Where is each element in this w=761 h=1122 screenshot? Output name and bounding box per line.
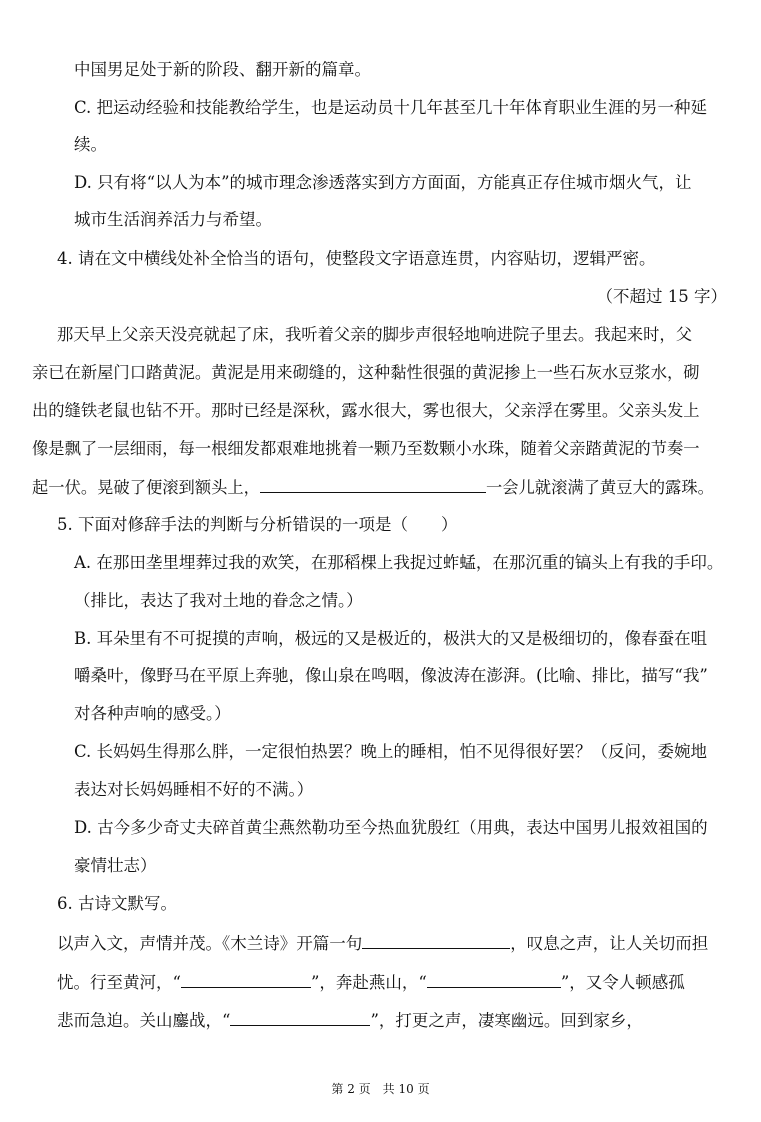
q3-option-d-line1: D. 只有将“以人为本”的城市理念渗透落实到方方面面，方能真正存住城市烟火气，让 xyxy=(74,173,692,192)
q5-option-b-line3: 对各种声响的感受。） xyxy=(74,704,231,723)
q6-line3 xyxy=(57,1009,643,1032)
q6-blank-1[interactable] xyxy=(362,932,510,949)
q3-option-b-continuation: 中国男足处于新的阶段、翻开新的篇章。 xyxy=(74,60,371,79)
q5-option-b-line2: 嚼桑叶，像野马在平原上奔驰，像山泉在鸣咽，像波涛在澎湃。(比喻、排比，描写“我” xyxy=(74,666,708,685)
q4-answer-blank[interactable] xyxy=(260,476,486,493)
q6-line2-text-a: 忧。行至黄河，“ xyxy=(57,973,181,992)
q6-stem: 6. 古诗文默写。 xyxy=(57,894,177,913)
q6-line2-text-b: ”，奔赴燕山，“ xyxy=(310,973,427,992)
q6-line1-text-a: 以声入文，声情并茂。《木兰诗》开篇一句 xyxy=(57,934,363,953)
q6-line2 xyxy=(57,971,685,994)
q4-passage-line2: 亲已在新屋门口踏黄泥。黄泥是用来砌缝的，这种黏性很强的黄泥掺上一些石灰水豆浆水，砌 xyxy=(32,363,700,382)
q5-option-a-line2: （排比，表达了我对土地的眷念之情。） xyxy=(74,591,363,610)
q5-option-c-line2: 表达对长妈妈睡相不好的不满。） xyxy=(74,780,314,799)
q6-blank-3[interactable] xyxy=(427,971,561,988)
q5-option-d-line1: D. 古今多少奇丈夫碎首黄尘燕然勒功至今热血犹殷红（用典，表达中国男儿报效祖国的 xyxy=(74,818,708,837)
q3-option-c-line1: C. 把运动经验和技能教给学生，也是运动员十几年甚至几十年体育职业生涯的另一种延 xyxy=(74,98,708,117)
q5-option-c-line1: C. 长妈妈生得那么胖，一定很怕热罢？晚上的睡相，怕不见得很好罢？（反问，委婉地 xyxy=(74,742,708,761)
q4-passage-before-blank: 起一伏。晃破了便滚到额头上， xyxy=(32,478,260,497)
q4-passage-line5 xyxy=(32,476,714,499)
q6-blank-2[interactable] xyxy=(181,971,311,988)
q4-passage-line3: 出的缝铁老鼠也钻不开。那时已经是深秋，露水很大，雾也很大，父亲浮在雾里。父亲头发上 xyxy=(32,401,700,420)
q3-option-c-line2: 续。 xyxy=(74,135,107,154)
q6-line2-text-c: ”，又令人顿感孤 xyxy=(560,973,685,992)
q4-passage-after-blank: 一会儿就滚满了黄豆大的露珠。 xyxy=(485,478,714,497)
q5-option-b-line1: B. 耳朵里有不可捉摸的声响，极远的又是极近的，极洪大的又是极细切的，像春蚕在咀 xyxy=(74,629,708,648)
q6-line1 xyxy=(57,932,708,955)
q5-option-a-line1: A. 在那田垄里埋葬过我的欢笑，在那稻棵上我捉过蚱蜢，在那沉重的镐头上有我的手印。 xyxy=(74,553,724,572)
q6-line1-text-b: ，叹息之声，让人关切而担 xyxy=(510,934,709,953)
q3-option-d-line2: 城市生活润养活力与希望。 xyxy=(74,210,272,229)
q4-passage-line4: 像是飘了一层细雨，每一根细发都艰难地挑着一颗乃至数颗小水珠，随着父亲踏黄泥的节奏一 xyxy=(32,439,700,458)
q6-line3-text-b: ”，打更之声，凄寒幽远。回到家乡， xyxy=(370,1011,643,1030)
q5-option-d-line2: 豪情壮志） xyxy=(74,856,157,875)
q4-word-limit: （不超过 15 字） xyxy=(596,287,727,306)
q5-stem: 5. 下面对修辞手法的判断与分析错误的一项是（ ） xyxy=(57,515,458,534)
q4-passage-line1: 那天早上父亲天没亮就起了床，我听着父亲的脚步声很轻地响进院子里去。我起来时，父 xyxy=(57,325,692,344)
q6-blank-4[interactable] xyxy=(230,1009,370,1026)
page-footer: 第 2 页 共 10 页 xyxy=(331,1082,430,1096)
q6-line3-text-a: 悲而急迫。关山鏖战，“ xyxy=(57,1011,231,1030)
q4-stem: 4. 请在文中横线处补全恰当的语句，使整段文字语意连贯，内容贴切，逻辑严密。 xyxy=(57,249,656,268)
